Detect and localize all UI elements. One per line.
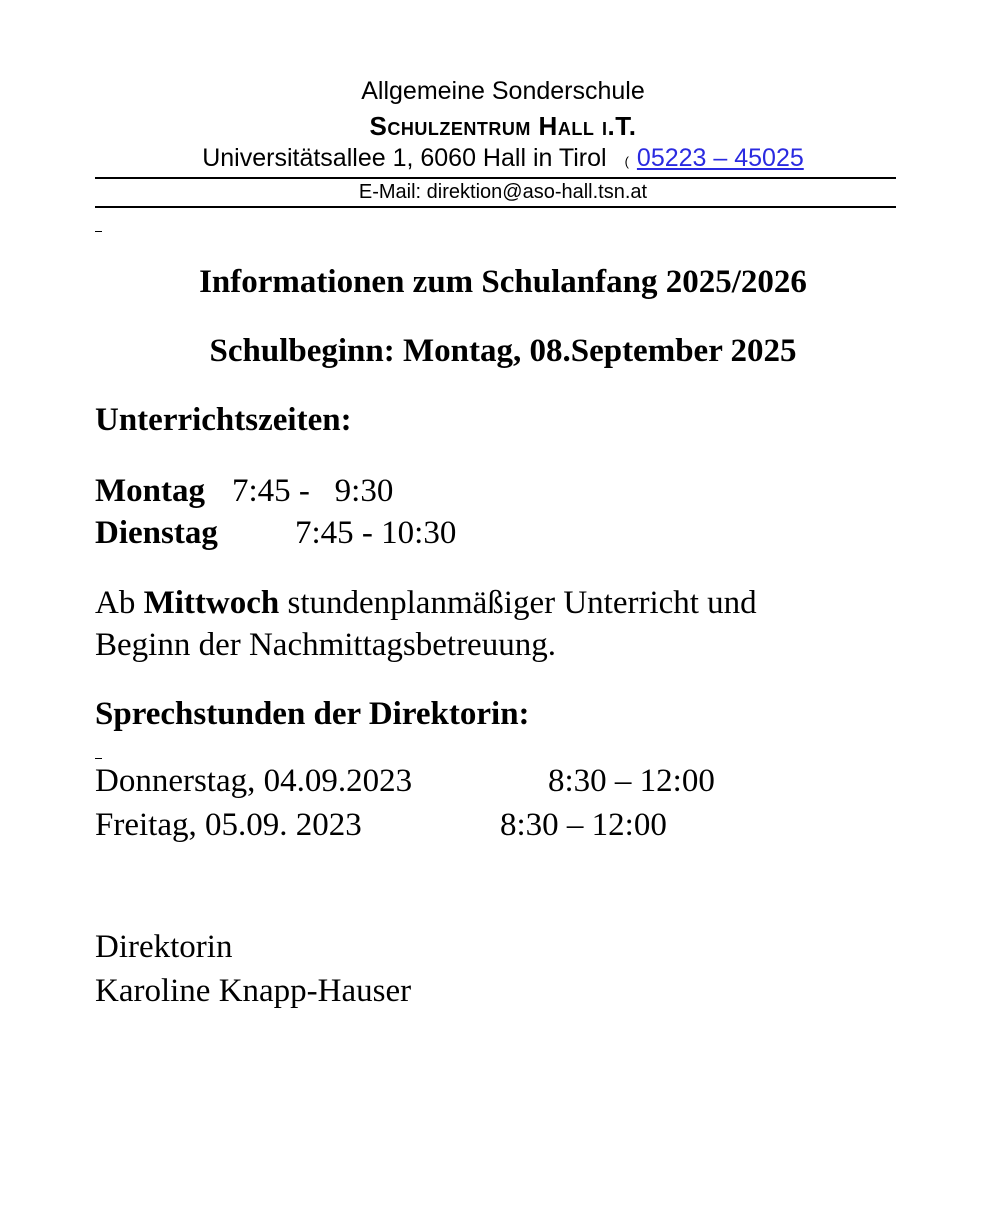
address: Universitätsallee 1, 6060 Hall in Tirol: [202, 144, 607, 172]
signature-role: Direktorin: [95, 929, 233, 965]
wednesday-note-line-2: Beginn der Nachmittagsbetreuung.: [95, 627, 556, 663]
lesson-day: Montag: [95, 473, 205, 509]
wednesday-note-line-1: [95, 582, 757, 624]
dash-mark: [95, 758, 102, 759]
note-rest: stundenplanmäßiger Unterricht und: [279, 585, 757, 621]
note-day: Mittwoch: [143, 585, 280, 621]
phone-link[interactable]: 05223 – 45025: [636, 144, 804, 172]
school-name: Schulzentrum Hall i.T.: [369, 111, 637, 141]
office-time: 8:30 – 12:00: [500, 807, 667, 843]
note-prefix: Ab: [95, 585, 144, 621]
office-hours-row: [95, 760, 715, 802]
office-hours-row: [95, 804, 667, 846]
signature-name: Karoline Knapp-Hauser: [95, 973, 412, 1009]
letterhead-divider-top: [95, 177, 896, 179]
lesson-day: Dienstag: [95, 515, 218, 551]
office-date: Freitag, 05.09. 2023: [95, 807, 362, 843]
school-type: Allgemeine Sonderschule: [361, 77, 645, 105]
lesson-times-heading: Unterrichtszeiten:: [95, 402, 352, 438]
office-hours-heading: Sprechstunden der Direktorin:: [95, 696, 530, 732]
phone-icon: (: [624, 154, 629, 169]
lesson-time: 7:45 - 9:30: [232, 473, 394, 509]
office-date: Donnerstag, 04.09.2023: [95, 763, 413, 799]
dash-mark: [95, 231, 102, 232]
lesson-time: 7:45 - 10:30: [295, 515, 457, 551]
lesson-time-row: [95, 512, 457, 554]
address-line: [0, 142, 1006, 178]
lesson-time-row: [95, 470, 394, 512]
document-title: Informationen zum Schulanfang 2025/2026: [199, 264, 807, 300]
letterhead-divider-bottom: [95, 206, 896, 208]
email-line: E-Mail: direktion@aso-hall.tsn.at: [358, 181, 648, 203]
office-time: 8:30 – 12:00: [548, 763, 715, 799]
school-start-line: Schulbeginn: Montag, 08.September 2025: [209, 333, 797, 369]
